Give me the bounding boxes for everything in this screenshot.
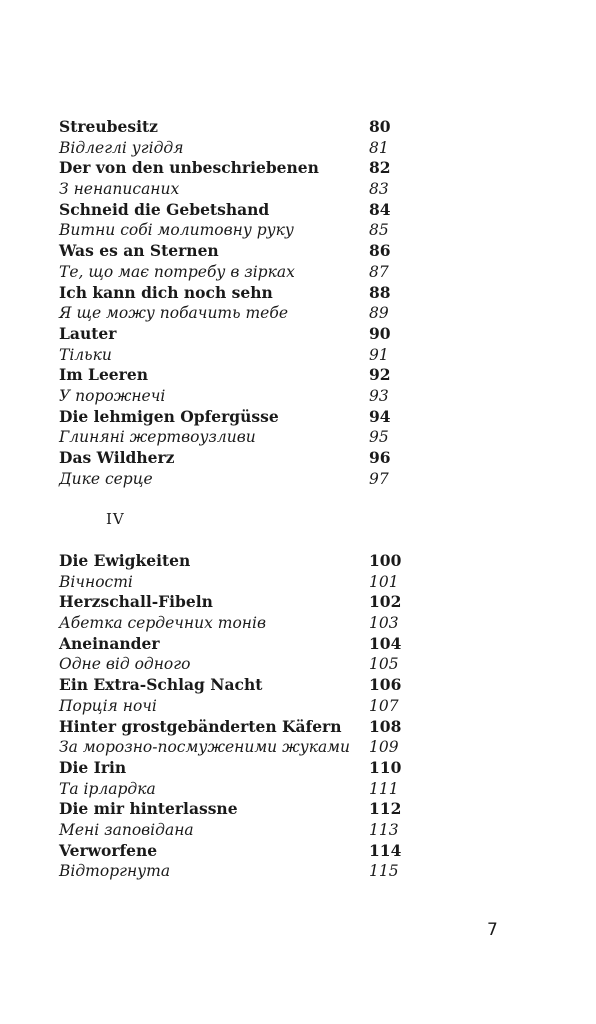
toc-entry-page: 110 <box>369 757 402 777</box>
toc-entry <box>59 654 399 675</box>
toc-entry-page: 111 <box>369 779 399 798</box>
toc-entry-page: 114 <box>369 840 402 860</box>
toc-entry <box>59 448 399 469</box>
toc-entry-page: 95 <box>369 428 389 447</box>
toc-entry-page: 104 <box>369 633 402 653</box>
toc-entry-title: Aneinander <box>59 633 160 653</box>
toc-entry <box>59 551 402 572</box>
toc-entry-page: 87 <box>369 262 389 281</box>
toc-entry-title: Streubesitz <box>59 117 158 136</box>
toc-entry <box>59 820 399 841</box>
toc-entry <box>59 345 399 366</box>
toc-entry <box>59 633 402 655</box>
toc-entry-title: Відторгнута <box>59 862 171 881</box>
toc-entry-page: 92 <box>369 365 391 385</box>
toc-entry-title: Абетка сердечних тонів <box>59 614 266 633</box>
toc-entry-page: 85 <box>369 221 389 240</box>
toc-entry <box>59 757 402 779</box>
toc-entry <box>59 427 399 448</box>
toc-entry <box>59 716 402 738</box>
toc-entry-page: 108 <box>369 716 402 736</box>
toc-entry-title: За морозно-посмуженими жуками <box>59 738 351 757</box>
toc-entry-title: З ненаписаних <box>59 180 180 199</box>
toc-entry-page: 84 <box>369 199 391 219</box>
toc-entry-page: 97 <box>369 469 389 488</box>
toc-entry-page: 115 <box>369 862 399 881</box>
toc-entry-page: 100 <box>369 551 402 570</box>
toc-entry-page: 102 <box>369 592 402 612</box>
toc-entry <box>59 117 399 138</box>
toc-entry-title: Глиняні жертвоузливи <box>59 428 256 447</box>
toc-entry-page: 86 <box>369 241 391 261</box>
toc-entry-title: У порожнечі <box>59 386 166 405</box>
toc-entry-title: Der von den unbeschriebenen <box>59 158 319 178</box>
toc-section-1 <box>59 117 399 489</box>
toc-entry-title: Ein Extra-Schlag Nacht <box>59 675 263 695</box>
toc-entry <box>59 303 399 324</box>
toc-entry-title: Відлеглі угіддя <box>59 138 184 157</box>
toc-entry-page: 96 <box>369 448 391 467</box>
toc-entry-title: Вічності <box>59 572 133 591</box>
toc-entry-page: 106 <box>369 675 402 695</box>
toc-entry-page: 83 <box>369 180 389 199</box>
toc-entry <box>59 407 399 428</box>
toc-entry-title: Те, що має потребу в зірках <box>59 262 295 281</box>
toc-entry-title: Ich kann dich noch sehn <box>59 282 273 302</box>
toc-entry-page: 101 <box>369 572 399 591</box>
toc-entry-page: 82 <box>369 158 391 178</box>
toc-entry-title: Мені заповідана <box>59 820 194 839</box>
toc-entry <box>59 737 399 758</box>
toc-entry-page: 93 <box>369 386 389 405</box>
toc-entry <box>59 696 399 717</box>
toc-entry-page: 103 <box>369 614 399 633</box>
toc-entry <box>59 365 399 386</box>
toc-entry <box>59 861 399 882</box>
toc-entry-title: Die Ewigkeiten <box>59 551 191 570</box>
toc-entry-page: 81 <box>369 138 389 157</box>
toc-entry <box>59 613 399 634</box>
toc-entry-title: Die mir hinterlassne <box>59 799 238 819</box>
toc-entry <box>59 138 399 159</box>
toc-entry-page: 80 <box>369 117 391 136</box>
toc-entry <box>59 469 399 490</box>
toc-entry-title: Lauter <box>59 323 117 343</box>
toc-entry <box>59 262 399 283</box>
toc-entry-page: 91 <box>369 345 389 364</box>
toc-entry-title: Тільки <box>59 345 112 364</box>
toc-entry-page: 107 <box>369 696 399 715</box>
toc-entry-page: 105 <box>369 655 399 674</box>
toc-entry-title: Was es an Sternen <box>59 241 219 261</box>
toc-entry-title: Витни собі молитовну руку <box>59 221 294 240</box>
toc-entry <box>59 220 399 241</box>
toc-entry <box>59 386 399 407</box>
toc-entry-title: Одне від одного <box>59 655 191 674</box>
toc-entry <box>59 675 402 696</box>
toc-entry <box>59 324 399 345</box>
toc-entry-title: Дике серце <box>59 469 153 488</box>
toc-entry-page: 112 <box>369 799 402 819</box>
toc-entry <box>59 840 402 862</box>
toc-entry-title: Die lehmigen Opfergüsse <box>59 406 279 426</box>
toc-entry-title: Die Irin <box>59 757 127 777</box>
toc-entry-title: Im Leeren <box>59 365 148 385</box>
toc-entry <box>59 779 399 800</box>
section-heading: IV <box>106 510 125 528</box>
toc-entry-title: Verworfene <box>59 840 158 860</box>
toc-entry-title: Herzschall-Fibeln <box>59 592 213 612</box>
toc-entry-title: Та ірлардка <box>59 779 156 798</box>
toc-entry-title: Hinter grostgebänderten Käfern <box>59 716 342 736</box>
toc-entry-title: Порція ночі <box>59 696 157 715</box>
toc-entry <box>59 283 399 304</box>
toc-entry <box>59 799 402 820</box>
toc-entry <box>59 592 402 613</box>
toc-entry-title: Я ще можу побачить тебе <box>59 304 288 323</box>
toc-entry <box>59 179 399 200</box>
toc-entry <box>59 572 399 593</box>
toc-entry-title: Schneid die Gebetshand <box>59 199 270 219</box>
toc-entry <box>59 200 399 221</box>
toc-entry-page: 88 <box>369 282 391 302</box>
toc-entry-page: 109 <box>369 738 399 757</box>
page-number: 7 <box>487 920 498 940</box>
toc-entry-page: 90 <box>369 323 391 343</box>
toc-entry-page: 94 <box>369 406 391 426</box>
toc-entry <box>59 241 399 262</box>
toc-entry <box>59 158 399 179</box>
toc-entry-title: Das Wildherz <box>59 448 175 467</box>
toc-entry-page: 113 <box>369 820 399 839</box>
toc-entry-page: 89 <box>369 304 389 323</box>
toc-section-2 <box>59 551 402 882</box>
